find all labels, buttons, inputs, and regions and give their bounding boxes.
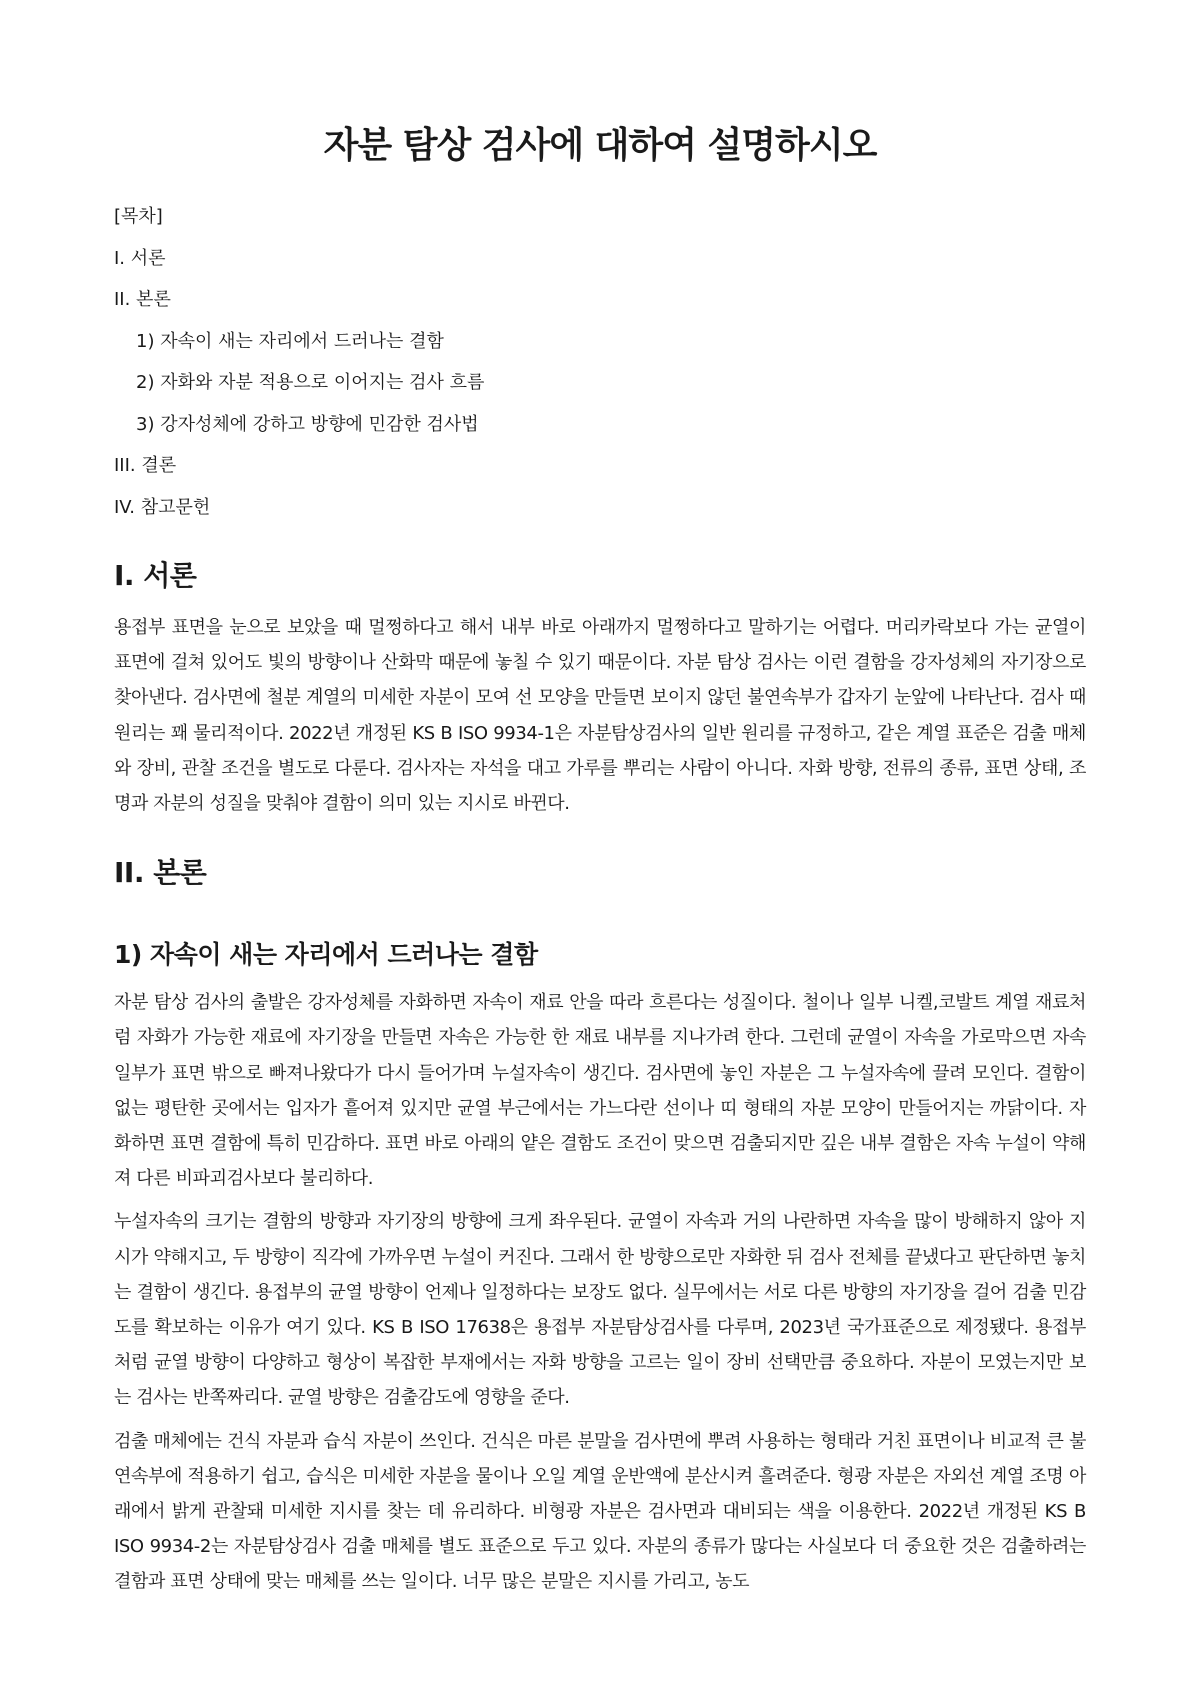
document-title: 자분 탐상 검사에 대하여 설명하시오	[323, 125, 877, 166]
subsection-1-paragraph-3: 검출 매체에는 건식 자분과 습식 자분이 쓰인다. 건식은 마른 분말을 검사면에 뿌려 사용하는 형태라 거친 표면이나 비교적 큰 불연속부에 적용하기 쉽고, 습식은 미세한 자분을 물이나 오일 계열 운반액에 분산시켜 흘려준다. 형광 자분은 자외선 계열 조명 아래에서 밝게 관찰돼 미세한 지시를 찾는 데 유리하다. 비형광 자분은 검사면과 대비되는 색을 이용한다. 2022년 개정된 KS B ISO 9934-2는 자분탐상검사 검출 매체를 별도 표준으로 두고 있다. 자분의 종류가 많다는 사실보다 더 중요한 것은 검출하려는 결함과 표면 상태에 맞는 매체를 쓰는 일이다. 너무 많은 분말은 지시를 가리고, 농도	[114, 1430, 1086, 1593]
body-heading: II. 본론	[114, 856, 207, 890]
toc-item-body-3: 3) 강자성체에 강하고 방향에 민감한 검사법	[136, 413, 479, 435]
toc-item-conclusion: III. 결론	[114, 455, 177, 476]
toc-item-intro: I. 서론	[114, 247, 166, 269]
intro-paragraph: 용접부 표면을 눈으로 보았을 때 멀쩡하다고 해서 내부 바로 아래까지 멀쩡하다고 말하기는 어렵다. 머리카락보다 가는 균열이 표면에 걸쳐 있어도 빛의 방향이나 산화막 때문에 놓칠 수 있기 때문이다. 자분 탐상 검사는 이런 결함을 강자성체의 자기장으로 찾아낸다. 검사면에 철분 계열의 미세한 자분이 모여 선 모양을 만들면 보이지 않던 불연속부가 갑자기 눈앞에 나타난다. 검사 때 원리는 꽤 물리적이다. 2022년 개정된 KS B ISO 9934-1은 자분탐상검사의 일반 원리를 규정하고, 같은 계열 표준은 검출 매체와 장비, 관찰 조건을 별도로 다룬다. 검사자는 자석을 대고 가루를 뿌리는 사람이 아니다. 자화 방향, 전류의 종류, 표면 상태, 조명과 자분의 성질을 맞춰야 결함이 의미 있는 지시로 바뀐다.	[114, 617, 1086, 815]
table-of-contents	[114, 196, 1086, 528]
toc-item-body-2: 2) 자화와 자분 적용으로 이어지는 검사 흐름	[136, 372, 485, 393]
subsection-1-paragraph-2: 누설자속의 크기는 결함의 방향과 자기장의 방향에 크게 좌우된다. 균열이 자속과 거의 나란하면 자속을 많이 방해하지 않아 지시가 약해지고, 두 방향이 직각에 가까우면 누설이 커진다. 그래서 한 방향으로만 자화한 뒤 검사 전체를 끝냈다고 판단하면 놓치는 결함이 생긴다. 용접부의 균열 방향이 언제나 일정하다는 보장도 없다. 실무에서는 서로 다른 방향의 자기장을 걸어 검출 민감도를 확보하는 이유가 여기 있다. KS B ISO 17638은 용접부 자분탐상검사를 다루며, 2023년 국가표준으로 제정됐다. 용접부처럼 균열 방향이 다양하고 형상이 복잡한 부재에서는 자화 방향을 고르는 일이 장비 선택만큼 중요하다. 자분이 모였는지만 보는 검사는 반쪽짜리다. 균열 방향은 검출감도에 영향을 준다.	[114, 1211, 1086, 1409]
intro-section	[114, 556, 1086, 821]
body-section	[114, 853, 1086, 1599]
toc-item-references: IV. 참고문헌	[114, 496, 211, 518]
toc-item-body: II. 본론	[114, 289, 171, 310]
toc-item-body-1: 1) 자속이 새는 자리에서 드러나는 결함	[136, 330, 444, 352]
subsection-1-paragraph-1: 자분 탐상 검사의 출발은 강자성체를 자화하면 자속이 재료 안을 따라 흐른다는 성질이다. 철이나 일부 니켈,코발트 계열 재료처럼 자화가 가능한 재료에 자기장을 만들면 자속은 가능한 한 재료 내부를 지나가려 한다. 그런데 균열이 자속을 가로막으면 자속 일부가 표면 밖으로 빠져나왔다가 다시 들어가며 누설자속이 생긴다. 검사면에 놓인 자분은 그 누설자속에 끌려 모인다. 결함이 없는 평탄한 곳에서는 입자가 흩어져 있지만 균열 부근에서는 가느다란 선이나 띠 형태의 자분 모양이 만들어지는 까닭이다. 자화하면 표면 결함에 특히 민감하다. 표면 바로 아래의 얕은 결함도 조건이 맞으면 검출되지만 깊은 내부 결함은 자속 누설이 약해져 다른 비파괴검사보다 불리하다.	[114, 992, 1086, 1190]
subsection-1-heading: 1) 자속이 새는 자리에서 드러나는 결함	[114, 940, 538, 970]
toc-heading: [목차]	[114, 206, 163, 227]
intro-heading: I. 서론	[114, 559, 197, 592]
